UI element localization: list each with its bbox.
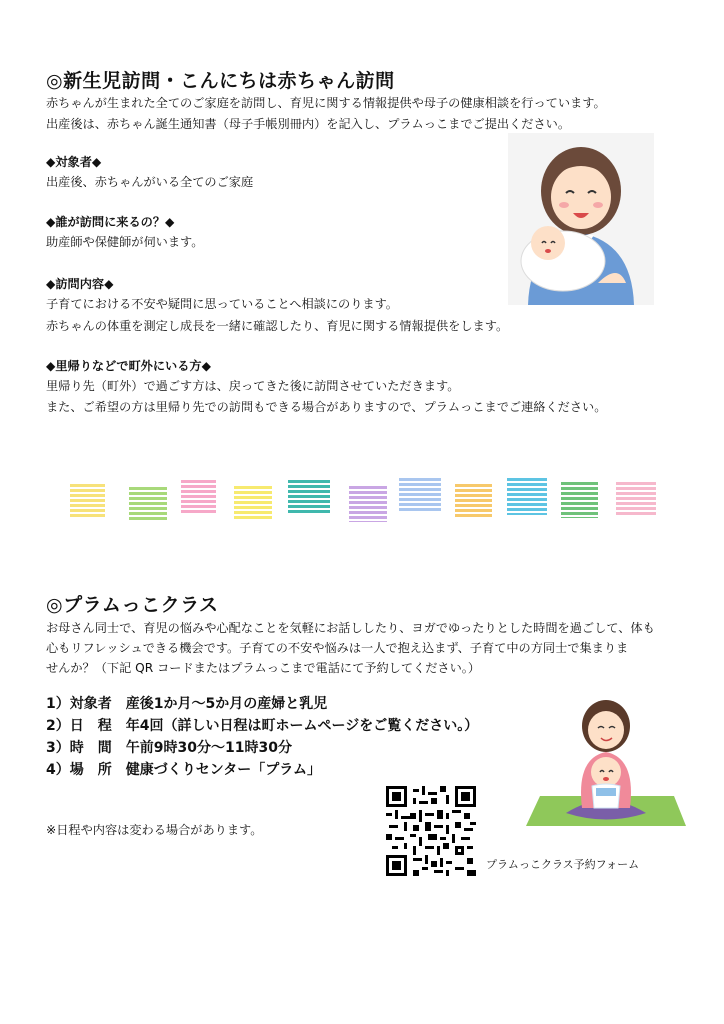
stripe-square [399, 478, 441, 513]
visitor-heading: ◆誰が訪問に来るの？◆ [46, 215, 175, 229]
striped-squares-divider [46, 470, 676, 526]
stripe-square [181, 480, 216, 513]
mother-baby-yoga-illustration [526, 688, 686, 830]
detail-target-value: 産後1か月～5か月の産婦と乳児 [125, 696, 328, 712]
detail-schedule-value: 年4回（詳しい日程は町ホームページをご覧ください。） [125, 718, 479, 734]
detail-place-label: 4）場 所 [46, 762, 112, 778]
visitor-text: 助産師や保健師が伺います。 [46, 235, 204, 249]
section2-intro-line-3: せんか？（下記 QR コードまたはプラムっこまで電話にて予約してください。） [46, 661, 481, 675]
content-heading: ◆訪問内容◆ [46, 277, 114, 291]
section2-intro-line-2: 心もリフレッシュできる機会です。子育ての不安や悩みは一人で抱え込まず、子育て中の方同士で集まりま [46, 641, 629, 655]
outside-text-2: また、ご希望の方は里帰り先での訪問もできる場合がありますので、プラムっこまでご連絡ください。 [46, 400, 607, 414]
stripe-square [507, 478, 547, 515]
stripe-square [288, 480, 330, 515]
stripe-square [616, 482, 656, 517]
section1-intro-line-1: 赤ちゃんが生まれた全てのご家庭を訪問し、育児に関する情報提供や母子の健康相談を行っています。 [46, 96, 606, 110]
detail-time-label: 3）時 間 [46, 740, 112, 756]
section1-title: ◎新生児訪問・こんにちは赤ちゃん訪問 [46, 70, 395, 92]
qr-code[interactable] [386, 786, 476, 876]
detail-place-value: 健康づくりセンター「プラム」 [125, 762, 322, 778]
qr-caption: プラムっこクラス予約フォーム [486, 858, 640, 871]
stripe-square [70, 484, 105, 518]
detail-time [46, 738, 292, 759]
target-text: 出産後、赤ちゃんがいる全てのご家庭 [46, 175, 254, 189]
schedule-note: ※日程や内容は変わる場合があります。 [46, 823, 263, 837]
section1-intro-line-2: 出産後は、赤ちゃん誕生通知書（母子手帳別冊内）を記入し、プラムっこまでご提出ください。 [46, 117, 571, 131]
section2-intro-line-1: お母さん同士で、育児の悩みや心配なことを気軽にお話ししたり、ヨガでゆったりとした時間を過ごして、体も [46, 621, 655, 635]
detail-time-value: 午前9時30分～11時30分 [125, 740, 292, 756]
detail-target-label: 1）対象者 [46, 696, 112, 712]
detail-schedule-label: 2）日 程 [46, 718, 112, 734]
stripe-square [561, 482, 598, 518]
nurse-baby-illustration [508, 133, 654, 305]
content-text-2: 赤ちゃんの体重を測定し成長を一緒に確認したり、育児に関する情報提供をします。 [46, 319, 509, 333]
stripe-square [234, 486, 272, 521]
section2-title: ◎プラムっこクラス [46, 594, 219, 616]
target-heading: ◆対象者◆ [46, 155, 102, 169]
outside-heading: ◆里帰りなどで町外にいる方◆ [46, 359, 211, 373]
stripe-square [455, 484, 492, 519]
stripe-square [129, 487, 167, 521]
detail-schedule [46, 716, 478, 737]
stripe-square [349, 486, 387, 522]
outside-text-1: 里帰り先（町外）で過ごす方は、戻ってきた後に訪問させていただきます。 [46, 379, 460, 393]
detail-place [46, 760, 321, 781]
content-text-1: 子育てにおける不安や疑問に思っていることへ相談にのります。 [46, 297, 398, 311]
detail-target [46, 694, 327, 715]
